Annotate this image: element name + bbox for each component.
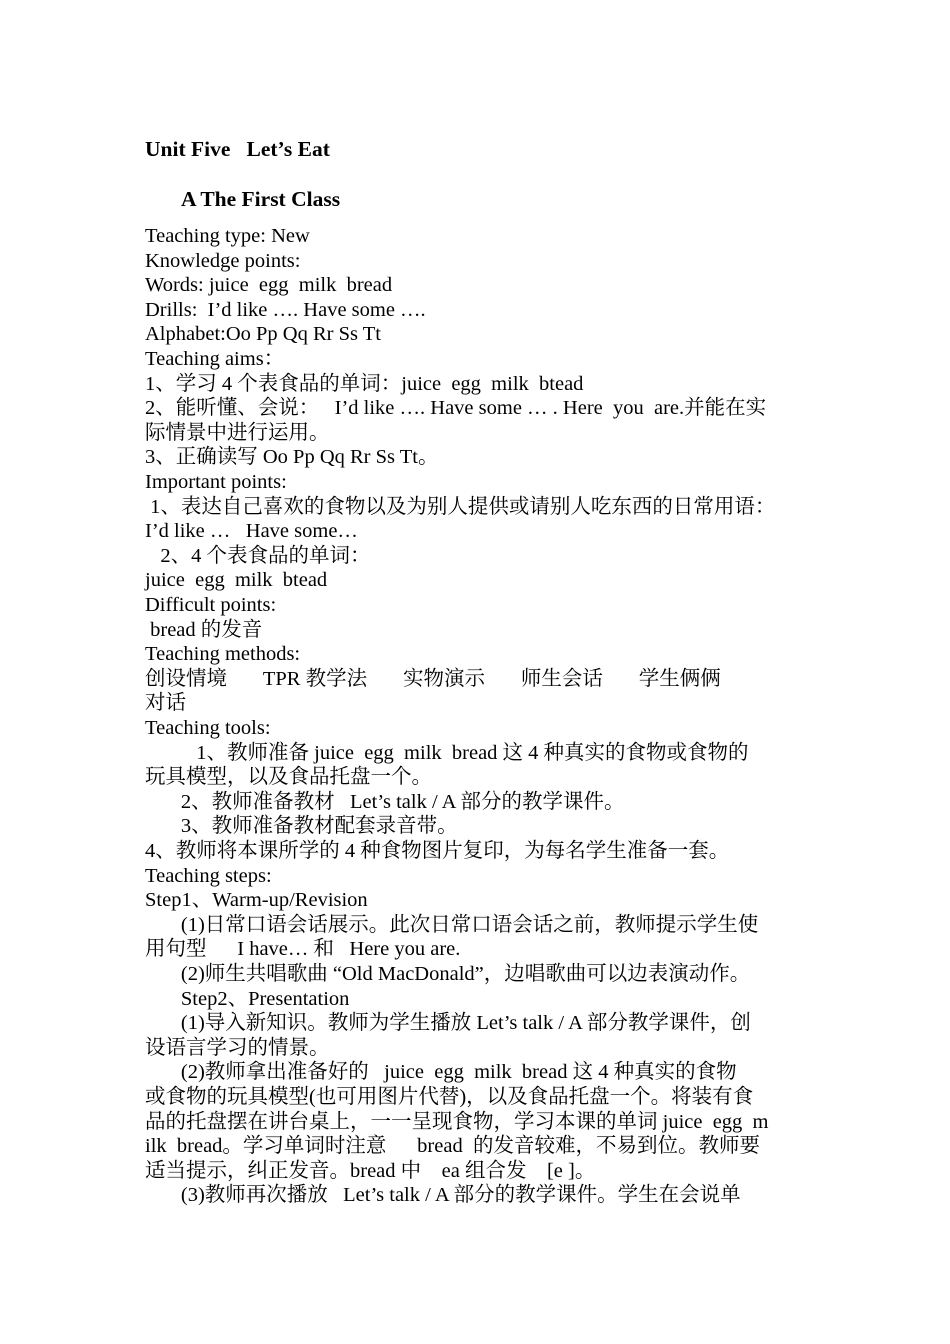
text-line: (2)师生共唱歌曲 “Old MacDonald”，边唱歌曲可以边表演动作。 [145,963,751,985]
text-line: ilk bread。学习单词时注意 bread 的发音较难，不易到位。教师要 [145,1135,760,1158]
text-line: I’d like … Have some… [145,520,358,543]
text-line: (1)导入新知识。教师为学生播放 Let’s talk / A 部分教学课件，创 [145,1012,751,1035]
text-line: Alphabet:Oo Pp Qq Rr Ss Tt [145,323,381,346]
text-line: 3、教师准备教材配套录音带。 [145,815,458,838]
text-line: Teaching aims： [145,348,285,370]
text-line: 品的托盘摆在讲台桌上，一一呈现食物，学习本课的单词 juice egg m [145,1110,769,1133]
text-line: 2、4 个表食品的单词： [145,544,371,567]
text-line: Teaching type: New [145,225,310,247]
text-line: Step2、Presentation [145,987,350,1010]
text-line: 4、教师将本课所学的 4 种食物图片复印，为每名学生准备一套。 [145,840,730,862]
text-line: (1)日常口语会话展示。此次日常口语会话之前，教师提示学生使 [145,913,759,936]
text-line: Knowledge points: [145,249,301,272]
text-line: 1、学习 4 个表食品的单词：juice egg milk btead [145,372,584,395]
text-line: 用句型 I have… 和 Here you are. [145,938,461,961]
text-line: Step1、Warm-up/Revision [145,889,368,912]
text-line: 1、表达自己喜欢的食物以及为别人提供或请别人吃东西的日常用语： [145,495,776,518]
text-line: bread 的发音 [145,618,263,641]
text-line: juice egg milk btead [145,569,328,592]
text-line: 设语言学习的情景。 [145,1036,330,1059]
text-line: Important points: [145,471,287,493]
text-line: Teaching methods: [145,643,301,666]
text-line: 1、教师准备 juice egg milk bread 这 4 种真实的食物或食物的 [145,741,749,764]
text-line: 2、能听懂、会说： I’d like …. Have some … . Here you are.并能在实 [145,397,767,420]
text-line: 际情景中进行运用。 [145,421,330,444]
text-line: 对话 [145,692,186,715]
text-line: 创设情境 TPR 教学法 实物演示 师生会话 学生俩俩 [145,667,721,690]
text-line: (3)教师再次播放 Let’s talk / A 部分的教学课件。学生在会说单 [145,1184,741,1207]
text-line: 玩具模型，以及食品托盘一个。 [145,766,432,789]
text-line: Drills: I’d like …. Have some …. [145,298,426,321]
text-line: (2)教师拿出准备好的 juice egg milk bread 这 4 种真实的食物 [145,1061,737,1084]
text-line: 适当提示，纠正发音。bread 中 ea 组合发 [e ]。 [145,1159,596,1182]
text-line: Teaching tools: [145,717,271,739]
text-line: 2、教师准备教材 Let’s talk / A 部分的教学课件。 [145,790,625,813]
text-line: Difficult points: [145,594,277,616]
text-line: Words: juice egg milk bread [145,274,393,297]
text-line: 或食物的玩具模型(也可用图片代替)，以及食品托盘一个。将装有食 [145,1086,754,1108]
text-line: Teaching steps: [145,864,272,887]
text-line: 3、正确读写 Oo Pp Qq Rr Ss Tt。 [145,446,439,469]
document-subtitle: A The First Class [181,187,341,211]
document-title: Unit Five Let’s Eat [145,137,330,161]
